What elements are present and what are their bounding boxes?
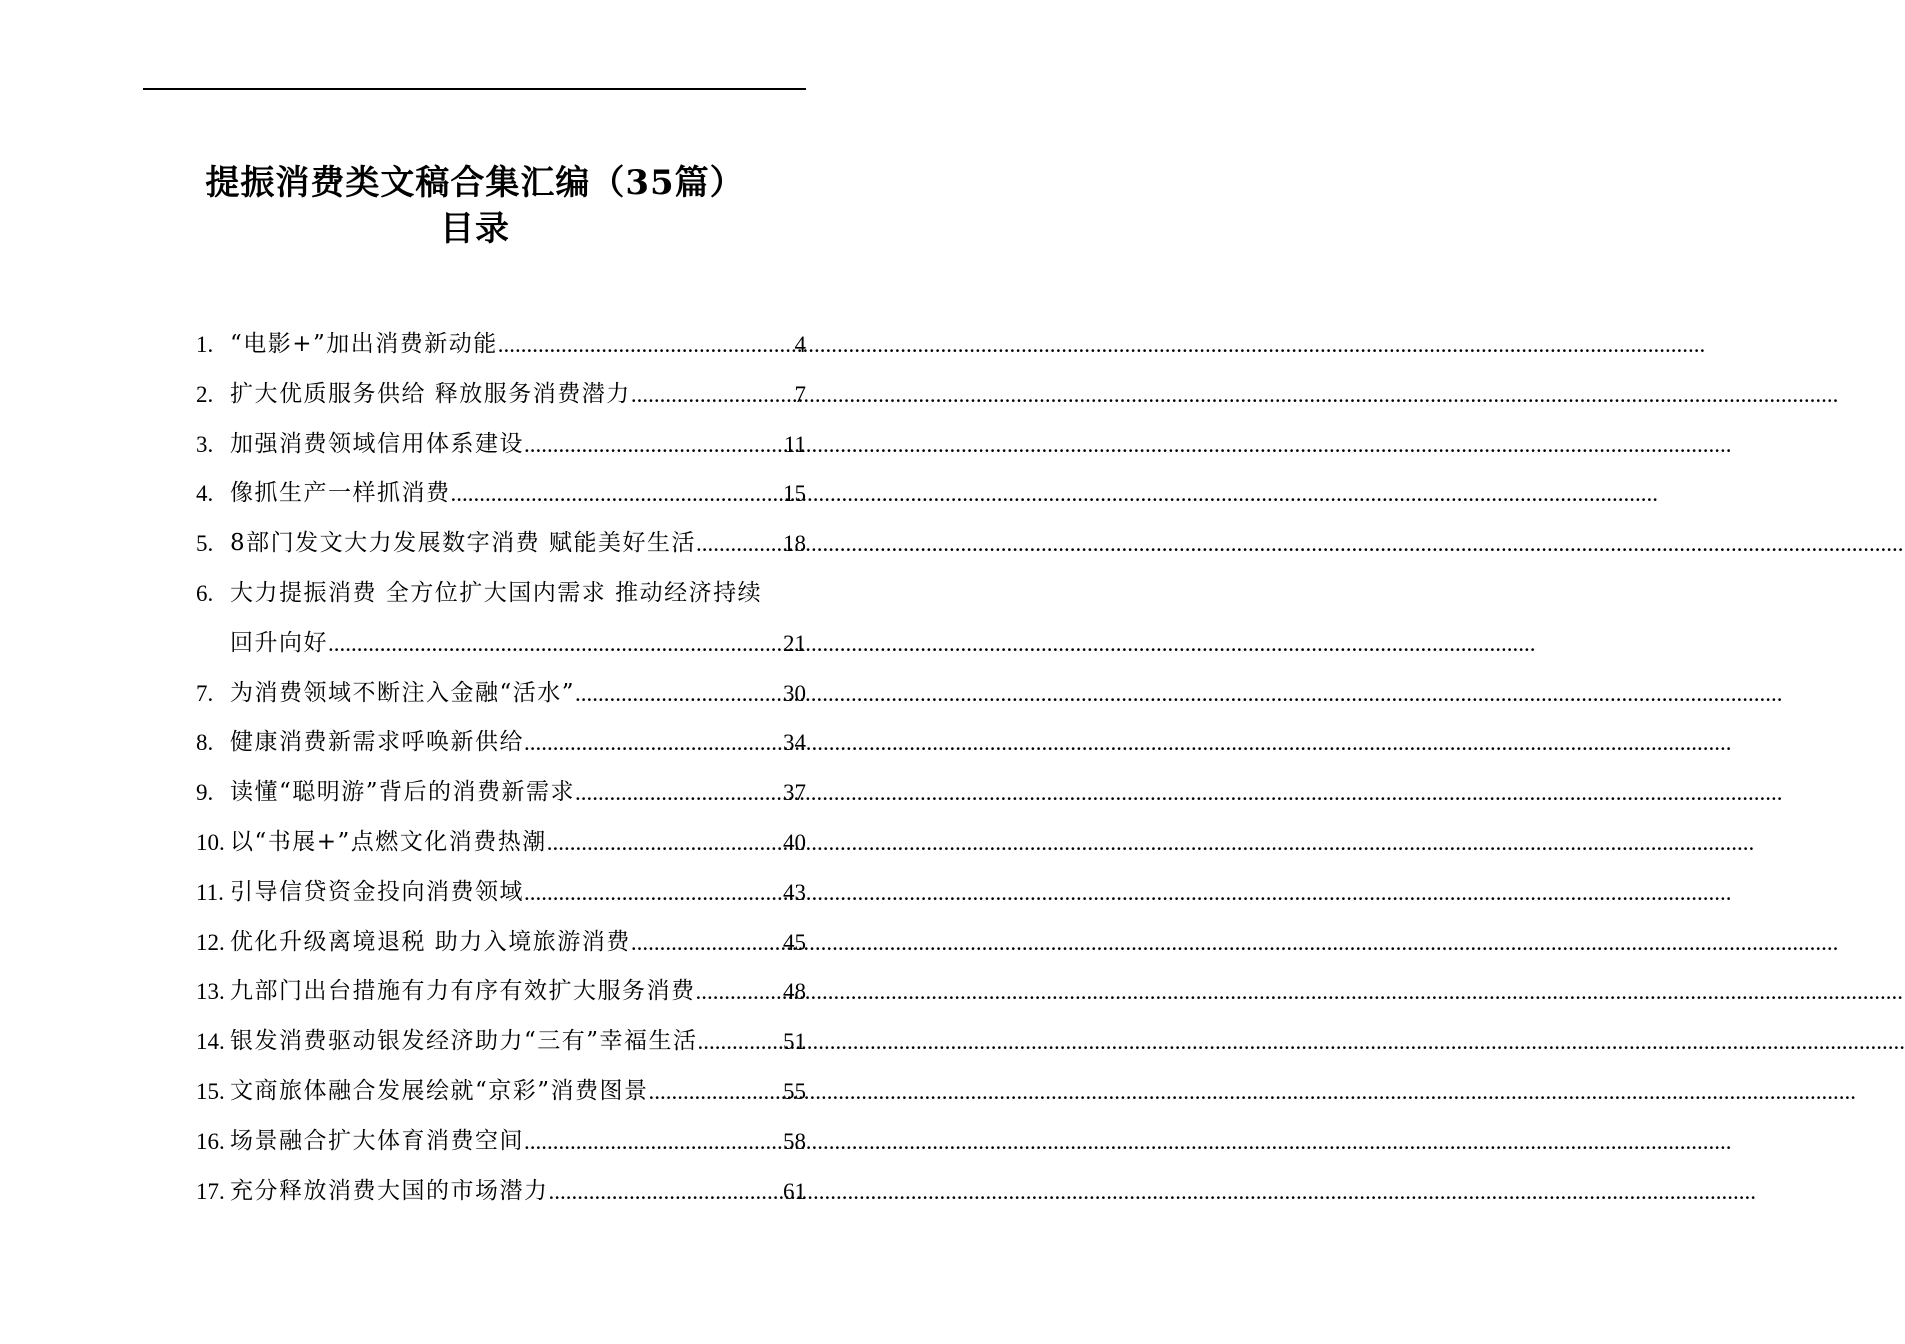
toc-page-number: 48 (783, 979, 806, 1005)
toc-page-number: 61 (783, 1178, 806, 1204)
toc-page-number: 7 (794, 381, 806, 407)
toc-number: 2. (196, 381, 214, 407)
toc-title: 扩大优质服务供给 释放服务消费潜力 (230, 380, 631, 407)
toc-page-number: 4 (794, 332, 806, 357)
toc-entry-6[interactable] (196, 569, 806, 619)
toc-number: 8. (196, 730, 214, 756)
toc-title: 以“书展+”点燃文化消费热潮 (230, 828, 547, 855)
toc-entry-8[interactable] (196, 718, 806, 768)
toc-page-number: 51 (783, 1029, 806, 1055)
toc-title: 场景融合扩大体育消费空间 (230, 1127, 524, 1154)
toc-title: 8部门发文大力发展数字消费 赋能美好生活 (230, 530, 696, 557)
dot-leader (549, 1167, 784, 1217)
toc-number: 9. (196, 780, 214, 806)
toc-number: 11. (196, 879, 224, 905)
toc-page-number: 58 (783, 1128, 806, 1154)
toc-number: 3. (196, 431, 214, 457)
dot-leader (328, 619, 783, 669)
toc-title: 文商旅体融合发展绘就“京彩”消费图景 (230, 1077, 649, 1104)
dot-leader (631, 370, 795, 420)
toc-page-number: 55 (783, 1078, 806, 1104)
dot-leader (649, 1067, 783, 1117)
toc-number: 10. (196, 829, 225, 855)
toc-number: 5. (196, 531, 214, 557)
toc-entry-14[interactable] (196, 1017, 806, 1067)
dot-leader (575, 669, 783, 719)
toc-number: 15. (196, 1078, 225, 1104)
toc-page-number: 34 (783, 730, 806, 756)
toc-title: 银发消费驱动银发经济助力“三有”幸福生活 (230, 1028, 698, 1055)
dot-leader (696, 967, 784, 1017)
document-title: 提振消费类文稿合集汇编（35篇） (205, 163, 745, 203)
toc-page-number: 18 (783, 531, 806, 557)
toc-title: 引导信贷资金投向消费领域 (230, 878, 524, 905)
toc-entry-2[interactable] (196, 370, 806, 420)
dot-leader (524, 420, 784, 470)
toc-title-line-1: 大力提振消费 全方位扩大国内需求 推动经济持续 (230, 579, 763, 606)
toc-number: 14. (196, 1029, 225, 1055)
toc-number: 6. (196, 580, 214, 606)
dot-leader (547, 818, 783, 868)
toc-title: 像抓生产一样抓消费 (230, 480, 451, 507)
toc-page-number: 15 (783, 481, 806, 507)
toc-entry-15[interactable] (196, 1067, 806, 1117)
toc-number: 12. (196, 929, 225, 955)
toc-title: 充分释放消费大国的市场潜力 (230, 1177, 549, 1204)
toc-number: 16. (196, 1128, 225, 1154)
toc-entry-9[interactable] (196, 768, 806, 818)
toc-page-number: 37 (783, 780, 806, 806)
dot-leader (524, 868, 783, 918)
toc-page-number: 30 (783, 680, 806, 706)
dot-leader (698, 1017, 783, 1067)
toc-entry-13[interactable] (196, 967, 806, 1017)
toc-title: 加强消费领域信用体系建设 (230, 430, 524, 457)
toc-number: 7. (196, 680, 214, 706)
dot-leader (498, 320, 795, 370)
table-of-contents (196, 320, 806, 1216)
toc-number: 1. (196, 332, 214, 357)
toc-heading: 目录 (440, 209, 510, 249)
toc-entry-6-continued[interactable] (196, 619, 806, 669)
toc-title: “电影+”加出消费新动能 (230, 331, 498, 357)
toc-entry-5[interactable] (196, 519, 806, 569)
toc-page-number: 45 (783, 929, 806, 955)
toc-entry-16[interactable] (196, 1117, 806, 1167)
toc-title: 为消费领域不断注入金融“活水” (230, 679, 576, 706)
toc-number: 17. (196, 1178, 225, 1204)
toc-entry-11[interactable] (196, 868, 806, 918)
toc-title-line-2: 回升向好 (230, 629, 328, 656)
toc-page-number: 43 (783, 879, 806, 905)
toc-title: 读懂“聪明游”背后的消费新需求 (230, 779, 576, 806)
toc-title: 优化升级离境退税 助力入境旅游消费 (230, 928, 631, 955)
dot-leader (575, 768, 783, 818)
toc-page-number: 40 (783, 829, 806, 855)
toc-entry-12[interactable] (196, 918, 806, 968)
dot-leader (524, 1117, 783, 1167)
toc-page-number: 11 (783, 431, 806, 457)
toc-entry-3[interactable] (196, 420, 806, 470)
dot-leader (451, 469, 784, 519)
toc-entry-4[interactable] (196, 469, 806, 519)
toc-entry-7[interactable] (196, 669, 806, 719)
toc-page-number: 21 (783, 630, 806, 656)
toc-title: 健康消费新需求呼唤新供给 (230, 729, 524, 756)
dot-leader (631, 918, 783, 968)
toc-title: 九部门出台措施有力有序有效扩大服务消费 (230, 978, 696, 1005)
toc-number: 4. (196, 481, 214, 507)
toc-number: 13. (196, 979, 225, 1005)
dot-leader (524, 718, 783, 768)
title-block (0, 160, 950, 252)
header-rule (143, 88, 806, 90)
toc-entry-1[interactable] (196, 320, 806, 370)
dot-leader (696, 519, 783, 569)
toc-entry-10[interactable] (196, 818, 806, 868)
toc-entry-17[interactable] (196, 1167, 806, 1217)
